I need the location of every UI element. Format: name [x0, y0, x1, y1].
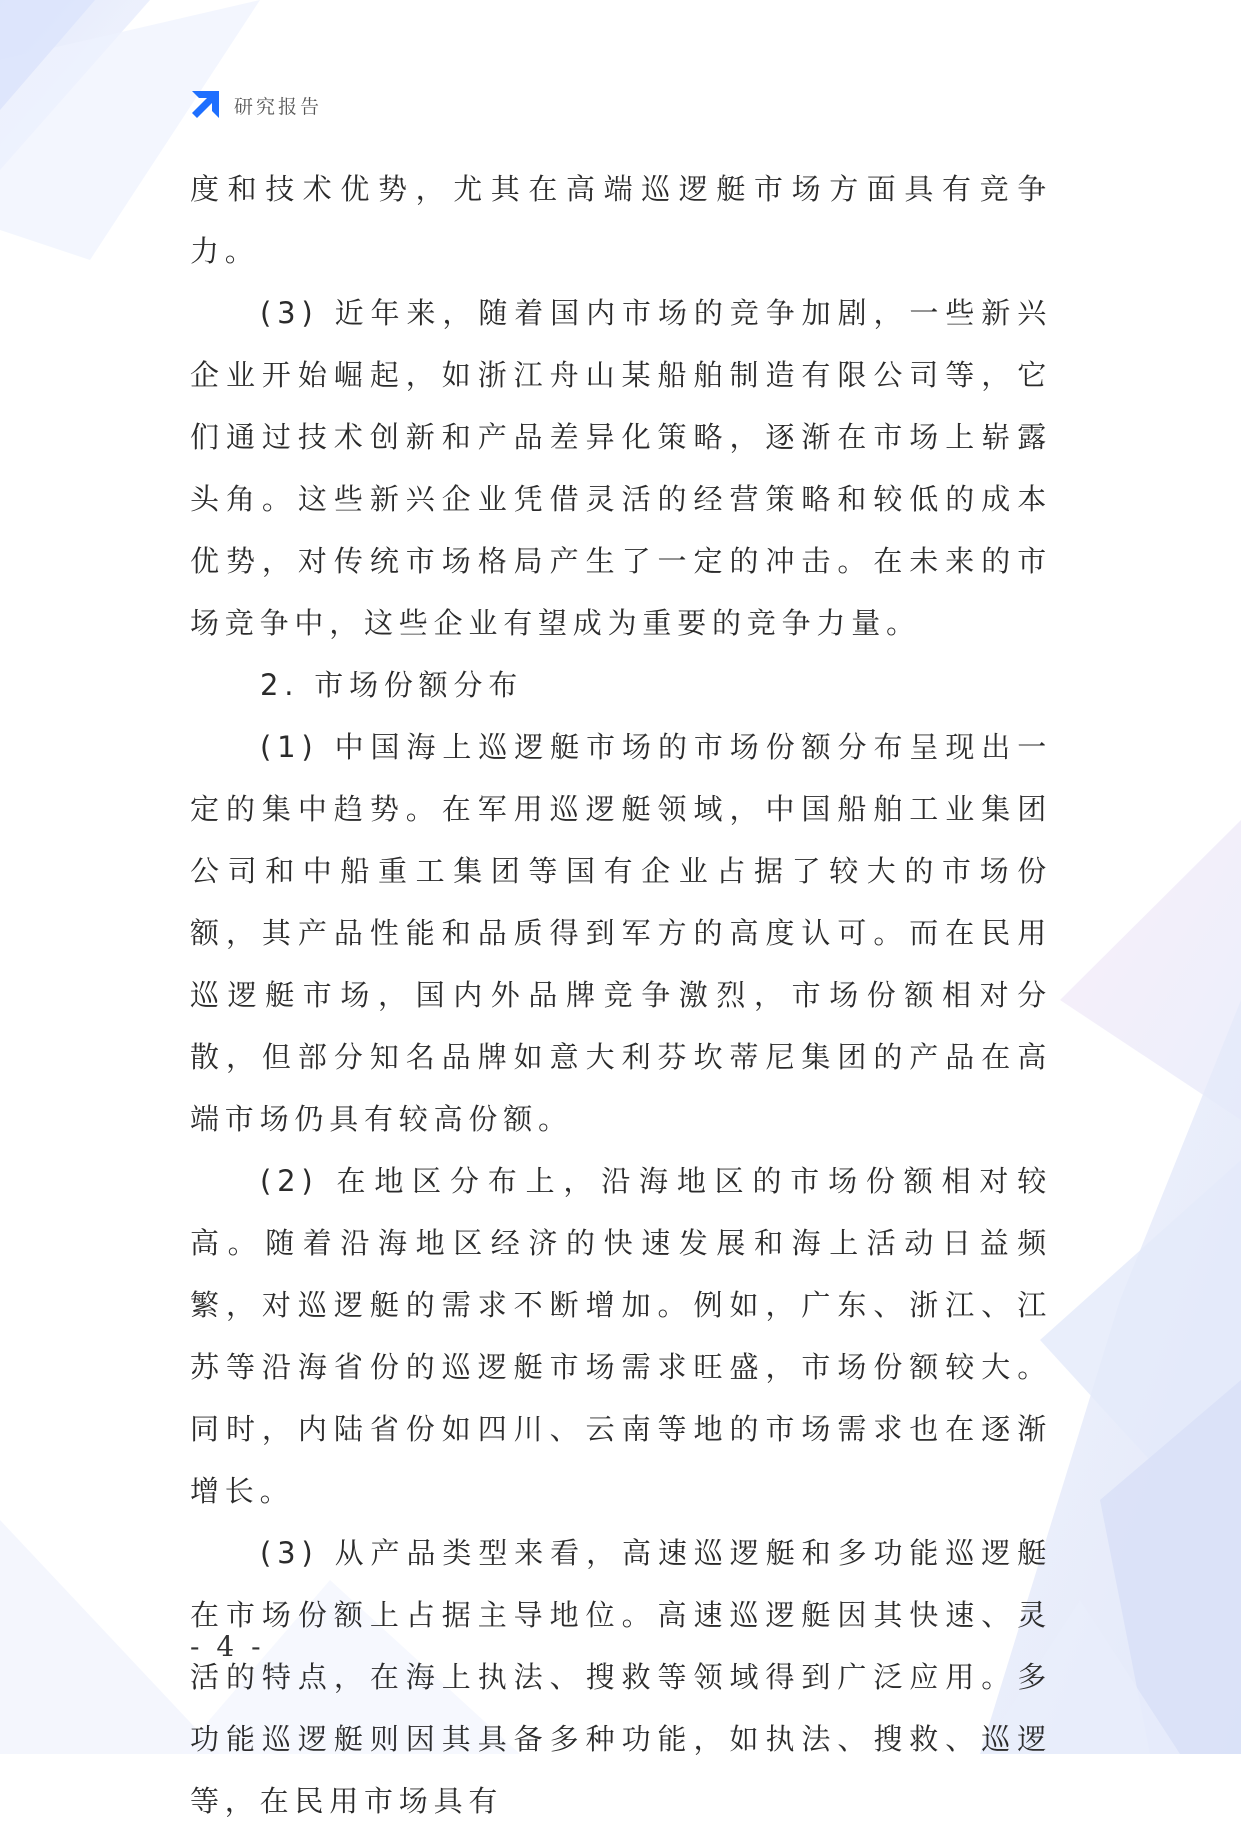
section-heading-market-share: 2. 市场份额分布	[260, 668, 524, 702]
report-header-title: 研究报告	[234, 95, 323, 118]
paragraph-4: (2) 在地区分布上，沿海地区的市场份额相对较高。随着沿海地区经济的快速发展和海上活动日益频繁，对巡逻艇的需求不断增加。例如，广东、浙江、江苏等沿海省份的巡逻艇市场需求旺盛，市场份额较大。同时，内陆省份如四川、云南等地的市场需求也在逐渐增长。	[190, 1164, 1052, 1508]
paragraph-5: (3) 从产品类型来看，高速巡逻艇和多功能巡逻艇在市场份额上占据主导地位。高速巡逻艇因其快速、灵活的特点，在海上执法、搜救等领域得到广泛应用。多功能巡逻艇则因其具备多种功能，如执法、搜救、巡逻等，在民用市场具有	[190, 1536, 1052, 1818]
report-header	[188, 88, 322, 122]
paragraph-1: 度和技术优势，尤其在高端巡逻艇市场方面具有竞争力。	[190, 172, 1052, 268]
paragraph-3: (1) 中国海上巡逻艇市场的市场份额分布呈现出一定的集中趋势。在军用巡逻艇领域，中国船舶工业集团公司和中船重工集团等国有企业占据了较大的市场份额，其产品性能和品质得到军方的高度认可。而在民用巡逻艇市场，国内外品牌竞争激烈，市场份额相对分散，但部分知名品牌如意大利芬坎蒂尼集团的产品在高端市场仍具有较高份额。	[190, 730, 1052, 1136]
document-body	[190, 158, 1052, 1832]
page-number: - 4 -	[190, 1630, 265, 1663]
arrow-up-right-icon	[188, 88, 222, 122]
paragraph-2: (3) 近年来，随着国内市场的竞争加剧，一些新兴企业开始崛起，如浙江舟山某船舶制造有限公司等，它们通过技术创新和产品差异化策略，逐渐在市场上崭露头角。这些新兴企业凭借灵活的经营策略和较低的成本优势，对传统市场格局产生了一定的冲击。在未来的市场竞争中，这些企业有望成为重要的竞争力量。	[190, 296, 1052, 640]
